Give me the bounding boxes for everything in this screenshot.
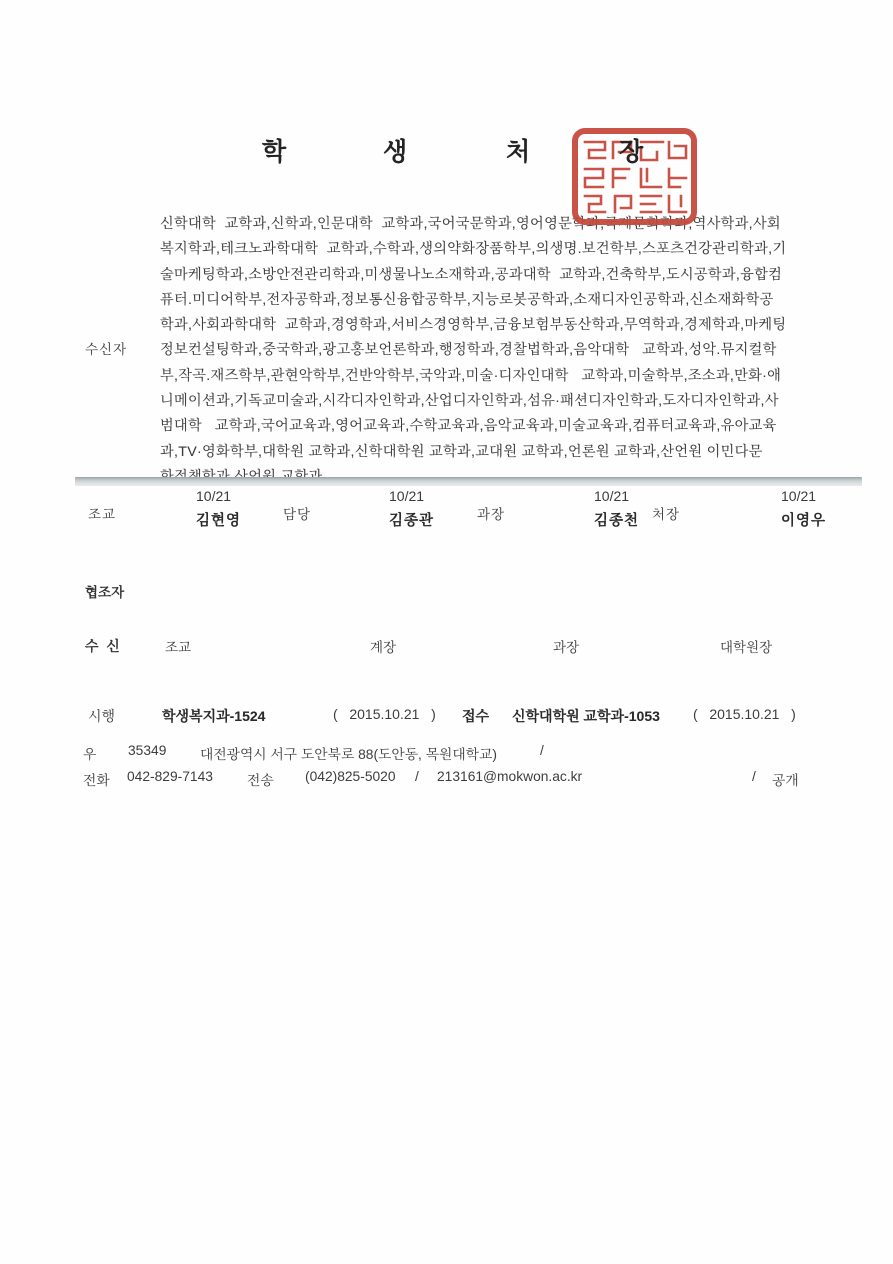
recipient-line: 정보컨설팅학과,중국학과,광고홍보언론학과,행정학과,경찰법학과,음악대학 교학과,성악.뮤지컬학	[160, 342, 777, 359]
approval-date: 10/21	[594, 488, 630, 504]
recipient-line: 학과,사회과학대학 교학과,경영학과,서비스경영학부,금융보험부동산학과,무역학과,경제학과,마케팅	[160, 317, 787, 334]
approval-role: 조교	[88, 507, 117, 522]
contact-slash-2: /	[752, 769, 756, 784]
recipient-line: 술마케팅학과,소방안전관리학과,미생물나노소재학과,공과대학 교학과,건축학부,도시공학과,융합컴	[160, 266, 783, 283]
disclosure-label: 공개	[772, 773, 799, 788]
address-text: 대전광역시 서구 도안북로 88(도안동, 목원대학교)	[200, 747, 497, 762]
approval-role: 담당	[283, 507, 312, 522]
fax-label: 전송	[247, 773, 274, 788]
action-doc-number: 학생복지과-1524	[162, 708, 266, 724]
receive-label: 수 신	[85, 638, 120, 654]
receive-item: 대학원장	[720, 640, 773, 655]
approval-signer	[594, 488, 639, 530]
approval-signer	[196, 488, 241, 530]
approval-role: 처장	[652, 507, 681, 522]
approval-name: 김종관	[389, 513, 435, 529]
page-title-char: 처	[506, 138, 531, 166]
recipient-line: 퓨터.미디어학부,전자공학과,정보통신융합공학부,지능로봇공학과,소재디자인공학과,신소재화학공	[160, 291, 774, 308]
recipient-line: 범대학 교학과,국어교육과,영어교육과,수학교육과,음악교육과,미술교육과,컴퓨터교육과,유아교육	[160, 418, 777, 435]
receipt-doc-number: 신학대학원 교학과-1053	[512, 708, 660, 724]
page-title-char: 장	[619, 138, 644, 166]
receive-item: 계장	[370, 640, 397, 655]
approval-name: 이영우	[781, 513, 827, 529]
recipient-line: 신학대학 교학과,신학과,인문대학 교학과,국어국문학과,영어영문학과,국제문화학과,역사학과,사회	[160, 216, 781, 232]
receive-item: 조교	[165, 640, 192, 655]
receive-item: 과장	[553, 640, 580, 655]
zip-label: 우	[83, 747, 97, 762]
fax-number: (042)825-5020	[305, 769, 396, 784]
approval-name: 김종천	[594, 513, 640, 529]
recipient-list	[160, 212, 786, 490]
approval-role: 과장	[477, 507, 506, 522]
section-divider	[75, 477, 862, 486]
recipient-line: 부,작곡.재즈학부,관현악학부,건반악학부,국악과,미술·디자인대학 교학과,미술학부,조소과,만화·애	[160, 367, 782, 384]
receipt-label: 접수	[462, 708, 490, 724]
recipient-line: 니메이션과,기독교미술과,시각디자인학과,산업디자인학과,섬유·패션디자인학과,도자디자인학과,사	[160, 393, 779, 410]
phone-label: 전화	[83, 773, 110, 788]
receipt-date: ( 2015.10.21 )	[693, 706, 796, 722]
action-date: ( 2015.10.21 )	[333, 706, 436, 722]
approval-signer	[389, 488, 434, 530]
page-title-char: 생	[383, 138, 408, 166]
page-title-char: 학	[262, 138, 287, 166]
approval-date: 10/21	[389, 488, 425, 504]
contact-slash-1: /	[415, 769, 419, 784]
recipient-label: 수신자	[85, 342, 128, 357]
phone-number: 042-829-7143	[127, 769, 213, 784]
approval-date: 10/21	[781, 488, 817, 504]
zip-code: 35349	[128, 743, 167, 758]
recipient-line: 과,TV·영화학부,대학원 교학과,신학대학원 교학과,교대원 교학과,언론원 교학과,산언원 이민다문	[160, 443, 763, 460]
recipient-line: 복지학과,테크노과학대학 교학과,수학과,생의약화장품학부,의생명.보건학부,스포츠건강관리학과,기	[160, 241, 787, 258]
approval-name: 김현영	[196, 513, 242, 529]
cooperator-label: 협조자	[85, 585, 125, 600]
approval-signer	[781, 488, 826, 530]
approval-date: 10/21	[196, 488, 232, 504]
action-label: 시행	[88, 708, 116, 724]
address-slash: /	[540, 743, 544, 758]
email-address: 213161@mokwon.ac.kr	[437, 769, 583, 784]
